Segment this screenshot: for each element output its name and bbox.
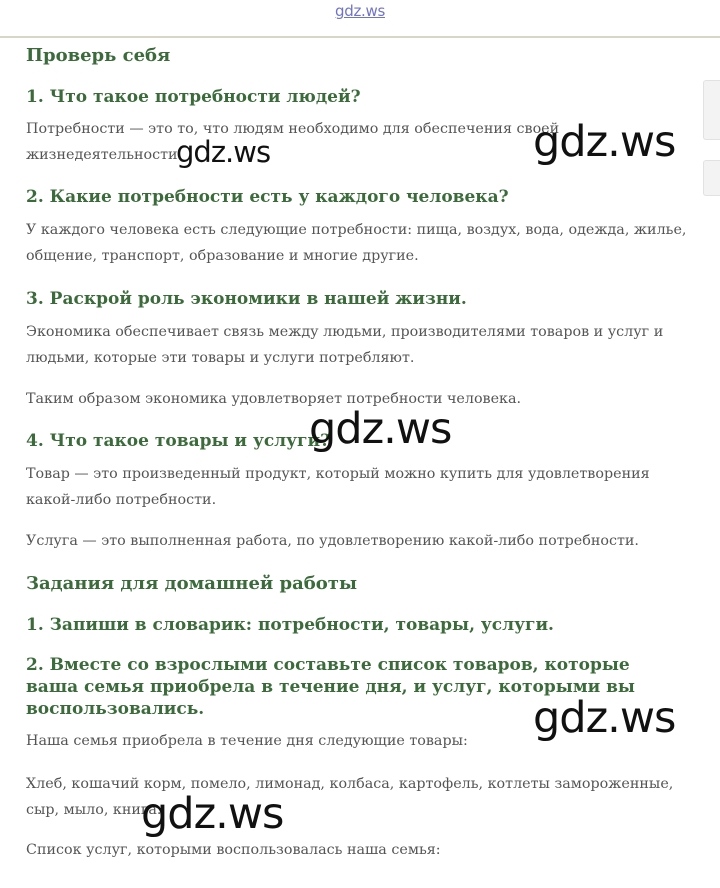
side-scroll-tab[interactable] <box>703 80 720 140</box>
section-title-homework: Задания для домашней работы <box>26 573 357 594</box>
question-title: 3. Раскрой роль экономики в нашей жизни. <box>26 289 467 309</box>
answer-text: У каждого человека есть следующие потребности: пища, воздух, вода, одежда, жилье, общение, транспорт, образование и многие другие. <box>26 222 687 264</box>
watermark: gdz.ws <box>176 135 271 169</box>
answer-text: Список услуг, которыми воспользовалась наша семья: <box>26 842 441 858</box>
task-title: 1. Запиши в словарик: потребности, товары, услуги. <box>26 615 554 635</box>
question-title: 4. Что такое товары и услуги? <box>26 431 331 451</box>
answer-text: Экономика обеспечивает связь между людьми, производителями товаров и услуг и людьми, которые эти товары и услуги потребляют. <box>26 324 664 366</box>
answer-text: Хлеб, кошачий корм, помело, лимонад, колбаса, картофель, котлеты замороженные, сыр, мыло, книга. <box>26 776 674 818</box>
side-scroll-tab[interactable] <box>703 160 720 196</box>
answer-text: Услуга — это выполненная работа, по удовлетворению какой-либо потребности. <box>26 533 639 549</box>
answer-text: Таким образом экономика удовлетворяет потребности человека. <box>26 391 522 407</box>
question-title: 1. Что такое потребности людей? <box>26 87 361 107</box>
answer-text: Потребности — это то, что людям необходимо для обеспечения своей жизнедеятельности. <box>26 121 560 163</box>
watermark: gdz.ws <box>309 404 452 454</box>
watermark: gdz.ws <box>141 789 284 839</box>
answer-text: Наша семья приобрела в течение дня следующие товары: <box>26 733 468 749</box>
watermark: gdz.ws <box>533 693 676 743</box>
task-title: 2. Вместе со взрослыми составьте список товаров, которые ваша семья приобрела в течение дня, и услуг, которыми вы воспользовались. <box>26 655 635 719</box>
watermark: gdz.ws <box>533 117 676 167</box>
section-title-check: Проверь себя <box>26 45 171 66</box>
site-header <box>0 0 720 38</box>
question-title: 2. Какие потребности есть у каждого человека? <box>26 187 509 207</box>
answer-text: Товар — это произведенный продукт, который можно купить для удовлетворения какой-либо потребности. <box>26 466 650 508</box>
site-logo-link[interactable]: gdz.ws <box>335 2 385 20</box>
